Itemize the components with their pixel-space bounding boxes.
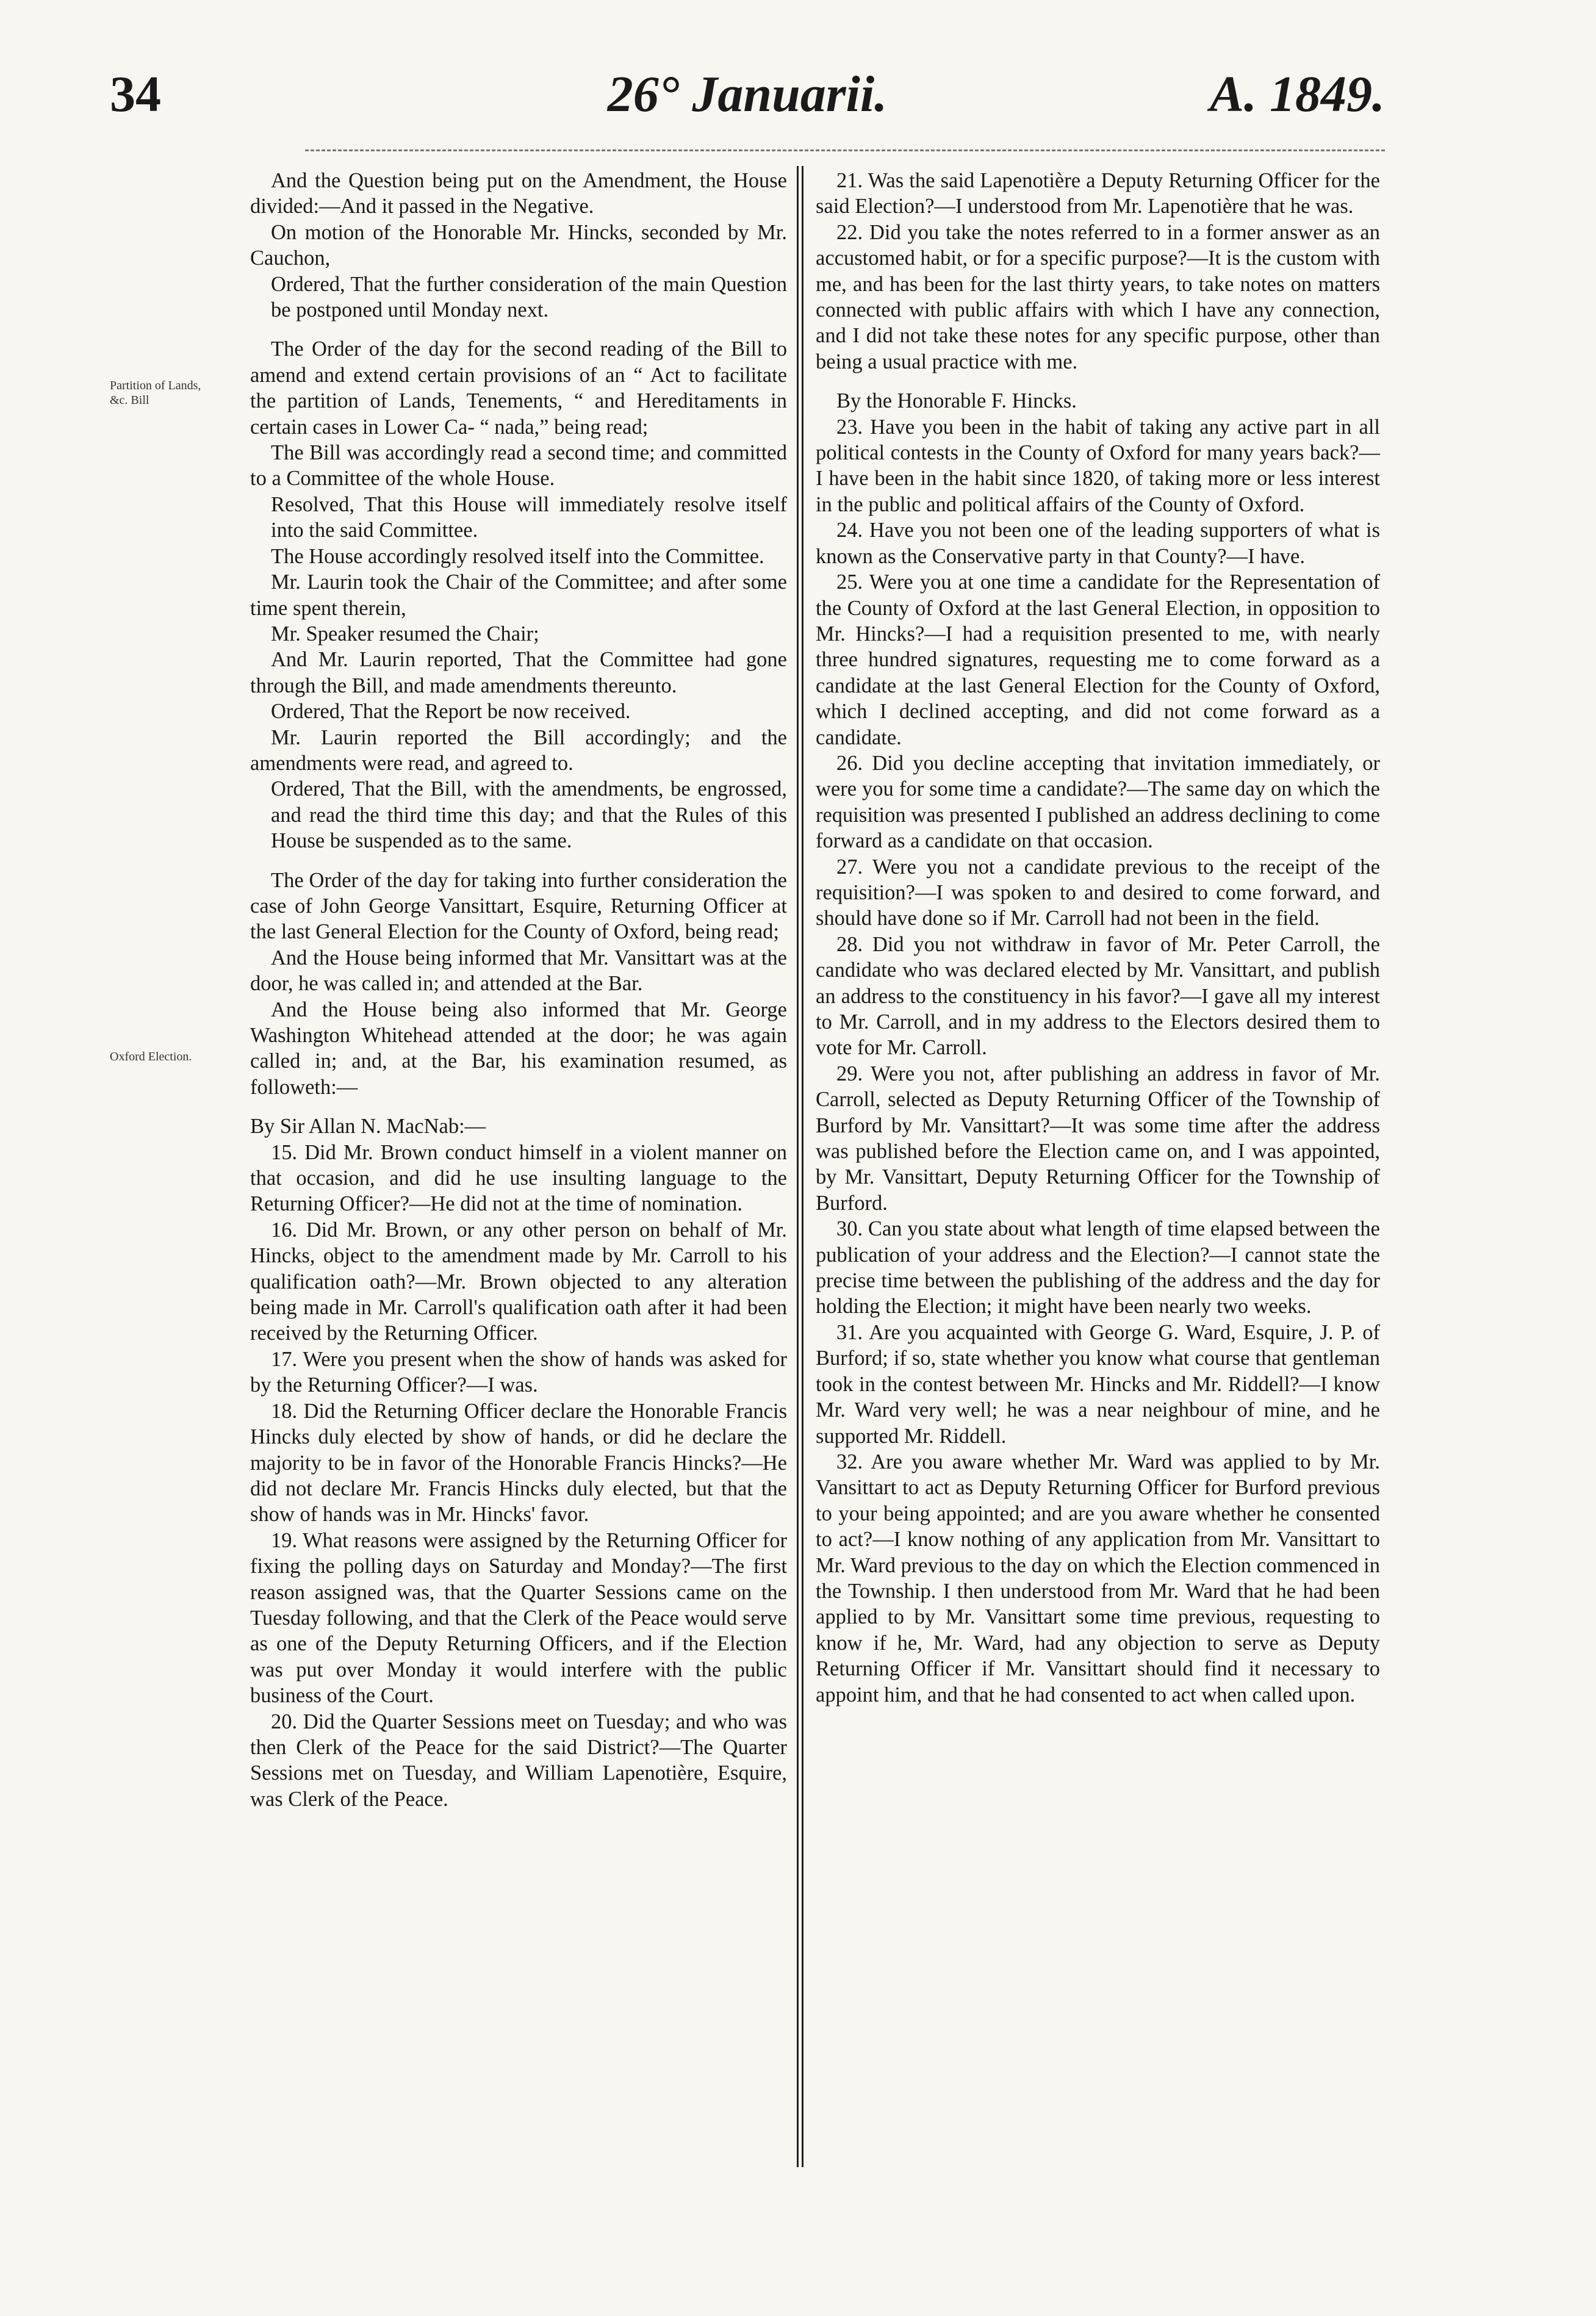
header-rule xyxy=(305,149,1385,151)
question-19: 19. What reasons were assigned by the Returning Officer for fixing the polling days on Saturday and Monday?—The first reason assigned was, that the Quarter Sessions came on the Tuesday following, and that the Clerk of the Peace would serve as one of the Deputy Returning Officers, and if the Election was put over Monday it would interfere with the public business of the Court. xyxy=(250,1528,787,1708)
margin-note-oxford: Oxford Election. xyxy=(110,1050,192,1063)
page-header xyxy=(110,61,1385,134)
question-16: 16. Did Mr. Brown, or any other person on behalf of Mr. Hincks, object to the amendment made by Mr. Carroll to his qualification oath?—Mr. Brown objected to any alteration being made in Mr. Carroll's qualification oath after it had been received by the Returning Officer. xyxy=(250,1218,787,1345)
question-30: 30. Can you state about what length of time elapsed between the publication of your address and the Election?—I cannot state the precise time between the publishing of the address and the day for holding the Election; it might have been nearly two weeks. xyxy=(816,1217,1380,1318)
question-26: 26. Did you decline accepting that invitation immediately, or were you for some time a candidate?—The same day on which the requisition was presented I published an address declining to come forward as a candidate on that occasion. xyxy=(816,751,1380,853)
margin-note-partition: Partition of Lands, &c. Bill xyxy=(110,379,201,407)
paragraph: And Mr. Laurin reported, That the Committee had gone through the Bill, and made amendments thereunto. xyxy=(250,648,787,697)
paragraph: Resolved, That this House will immediately resolve itself into the said Committee. xyxy=(271,492,787,542)
question-18: 18. Did the Returning Officer declare the Honorable Francis Hincks duly elected by show of hands, or did he declare the majority to be in favor of the Honorable Francis Hincks?—He did not declare Mr. Francis Hincks duly elected, but that the show of hands was in Mr. Hincks' favor. xyxy=(250,1399,787,1527)
question-22: 22. Did you take the notes referred to in a former answer as an accustomed habit, or for a specific purpose?—It is the custom with me, and has been for the last thirty years, to take notes on matters connected with public affairs with which I have any connection, and I did not take these notes for any specific purpose, other than being a usual practice with me. xyxy=(816,220,1380,373)
paragraph: Mr. Laurin reported the Bill accordingly; and the amendments were read, and agreed to. xyxy=(250,725,787,775)
paragraph: And the Question being put on the Amendment, the House divided:—And it passed in the Negative. xyxy=(250,169,787,218)
question-28: 28. Did you not withdraw in favor of Mr. Peter Carroll, the candidate who was declared elected by Mr. Vansittart, and publish an address to the constituency in his favor?—I gave all my interest to Mr. Carroll, and in my address to the Electors desired them to vote for Mr. Carroll. xyxy=(816,932,1380,1060)
paragraph: Mr. Speaker resumed the Chair; xyxy=(271,622,539,646)
question-24: 24. Have you not been one of the leading supporters of what is known as the Conservative party in that County?—I have. xyxy=(816,519,1380,568)
page-number: 34 xyxy=(110,66,161,123)
paragraph: And the House being informed that Mr. Vansittart was at the door, he was called in; and attended at the Bar. xyxy=(250,946,787,996)
question-25: 25. Were you at one time a candidate for the Representation of the County of Oxford at the last General Election, in opposition to Mr. Hincks?—I had a requisition presented to me, with nearly three hundred signatures, requesting me to come forward as a candidate at the last General Election for the County of Oxford, which I declined accepting, and did not come forward as a candidate. xyxy=(816,570,1380,749)
paragraph: The Bill was accordingly read a second time; and committed to a Committee of the whole House. xyxy=(250,441,787,491)
journal-year: A. 1849. xyxy=(1209,66,1385,123)
paragraph: Ordered, That the further consideration of the main Question be postponed until Monday next. xyxy=(271,272,787,322)
left-column xyxy=(250,168,787,1812)
question-32: 32. Are you aware whether Mr. Ward was applied to by Mr. Vansittart to act as Deputy Returning Officer for Burford previous to your being appointed; and are you aware whether he consented to act?—I know nothing of any application from Mr. Vansittart to Mr. Ward previous to the day on which the Election commenced in the Township. I then understood from Mr. Ward that he had been applied to by Mr. Vansittart some time previous, requesting to know if he, Mr. Ward, had any objection to serve as Deputy Returning Officer if Mr. Vansittart should find it necessary to appoint him, and that he had consented to act when called upon. xyxy=(816,1450,1380,1706)
paragraph: Ordered, That the Report be now received. xyxy=(271,700,631,724)
paragraph: Mr. Laurin took the Chair of the Committee; and after some time spent therein, xyxy=(250,570,787,620)
question-21: 21. Was the said Lapenotière a Deputy Returning Officer for the said Election?—I understood from Mr. Lapenotière that he was. xyxy=(816,169,1380,218)
right-column xyxy=(816,168,1380,1708)
question-29: 29. Were you not, after publishing an address in favor of Mr. Carroll, selected as Deputy Returning Officer of the Township of Burford by Mr. Vansittart?—It was some time after the address was published before the Election came on, and I was appointed, by Mr. Vansittart, Deputy Returning Officer for the Township of Burford. xyxy=(816,1062,1380,1215)
paragraph: And the House being also informed that Mr. George Washington Whitehead attended at the door; he was again called in; and, at the Bar, his examination resumed, as followeth:— xyxy=(250,998,787,1099)
paragraph: Ordered, That the Bill, with the amendments, be engrossed, and read the third time this day; and that the Rules of this House be suspended as to the same. xyxy=(271,777,787,853)
question-15: 15. Did Mr. Brown conduct himself in a violent manner on that occasion, and did he use insulting language to the Returning Officer?—He did not at the time of nomination. xyxy=(250,1140,787,1216)
question-27: 27. Were you not a candidate previous to the receipt of the requisition?—I was spoken to and desired to come forward, and should have done so if Mr. Carroll had not been in the field. xyxy=(816,855,1380,930)
paragraph: By the Honorable F. Hincks. xyxy=(836,389,1077,413)
column-divider xyxy=(797,166,799,2167)
question-23: 23. Have you been in the habit of taking any active part in all political contests in the County of Oxford for many years back?—I have been in the habit since 1820, of taking more or less interest in the public and political affairs of the County of Oxford. xyxy=(816,415,1380,516)
question-17: 17. Were you present when the show of hands was asked for by the Returning Officer?—I was. xyxy=(250,1347,787,1397)
paragraph: The House accordingly resolved itself into the Committee. xyxy=(271,544,764,568)
paragraph: The Order of the day for taking into further consideration the case of John George Vansittart, Esquire, Returning Officer at the last General Election for the County of Oxford, being read; xyxy=(250,868,787,944)
question-20: 20. Did the Quarter Sessions meet on Tuesday; and who was then Clerk of the Peace for the said District?—The Quarter Sessions met on Tuesday, and William Lapenotière, Esquire, was Clerk of the Peace. xyxy=(250,1710,787,1811)
paragraph: The Order of the day for the second reading of the Bill to amend and extend certain provisions of an “ Act to facilitate the partition of Lands, Tenements, “ and Hereditaments in certain cases in Lower Ca- “ nada,” being read; xyxy=(250,337,787,439)
paragraph: On motion of the Honorable Mr. Hincks, seconded by Mr. Cauchon, xyxy=(250,220,787,270)
paragraph: By Sir Allan N. MacNab:— xyxy=(250,1115,486,1138)
journal-date: 26° Januarii. xyxy=(607,66,888,123)
question-31: 31. Are you acquainted with George G. Ward, Esquire, J. P. of Burford; if so, state whether you know what course that gentleman took in the contest between Mr. Hincks and Mr. Riddell?—I know Mr. Ward very well; he was a near neighbour of mine, and he supported Mr. Riddell. xyxy=(816,1320,1380,1448)
column-divider xyxy=(802,166,803,2167)
